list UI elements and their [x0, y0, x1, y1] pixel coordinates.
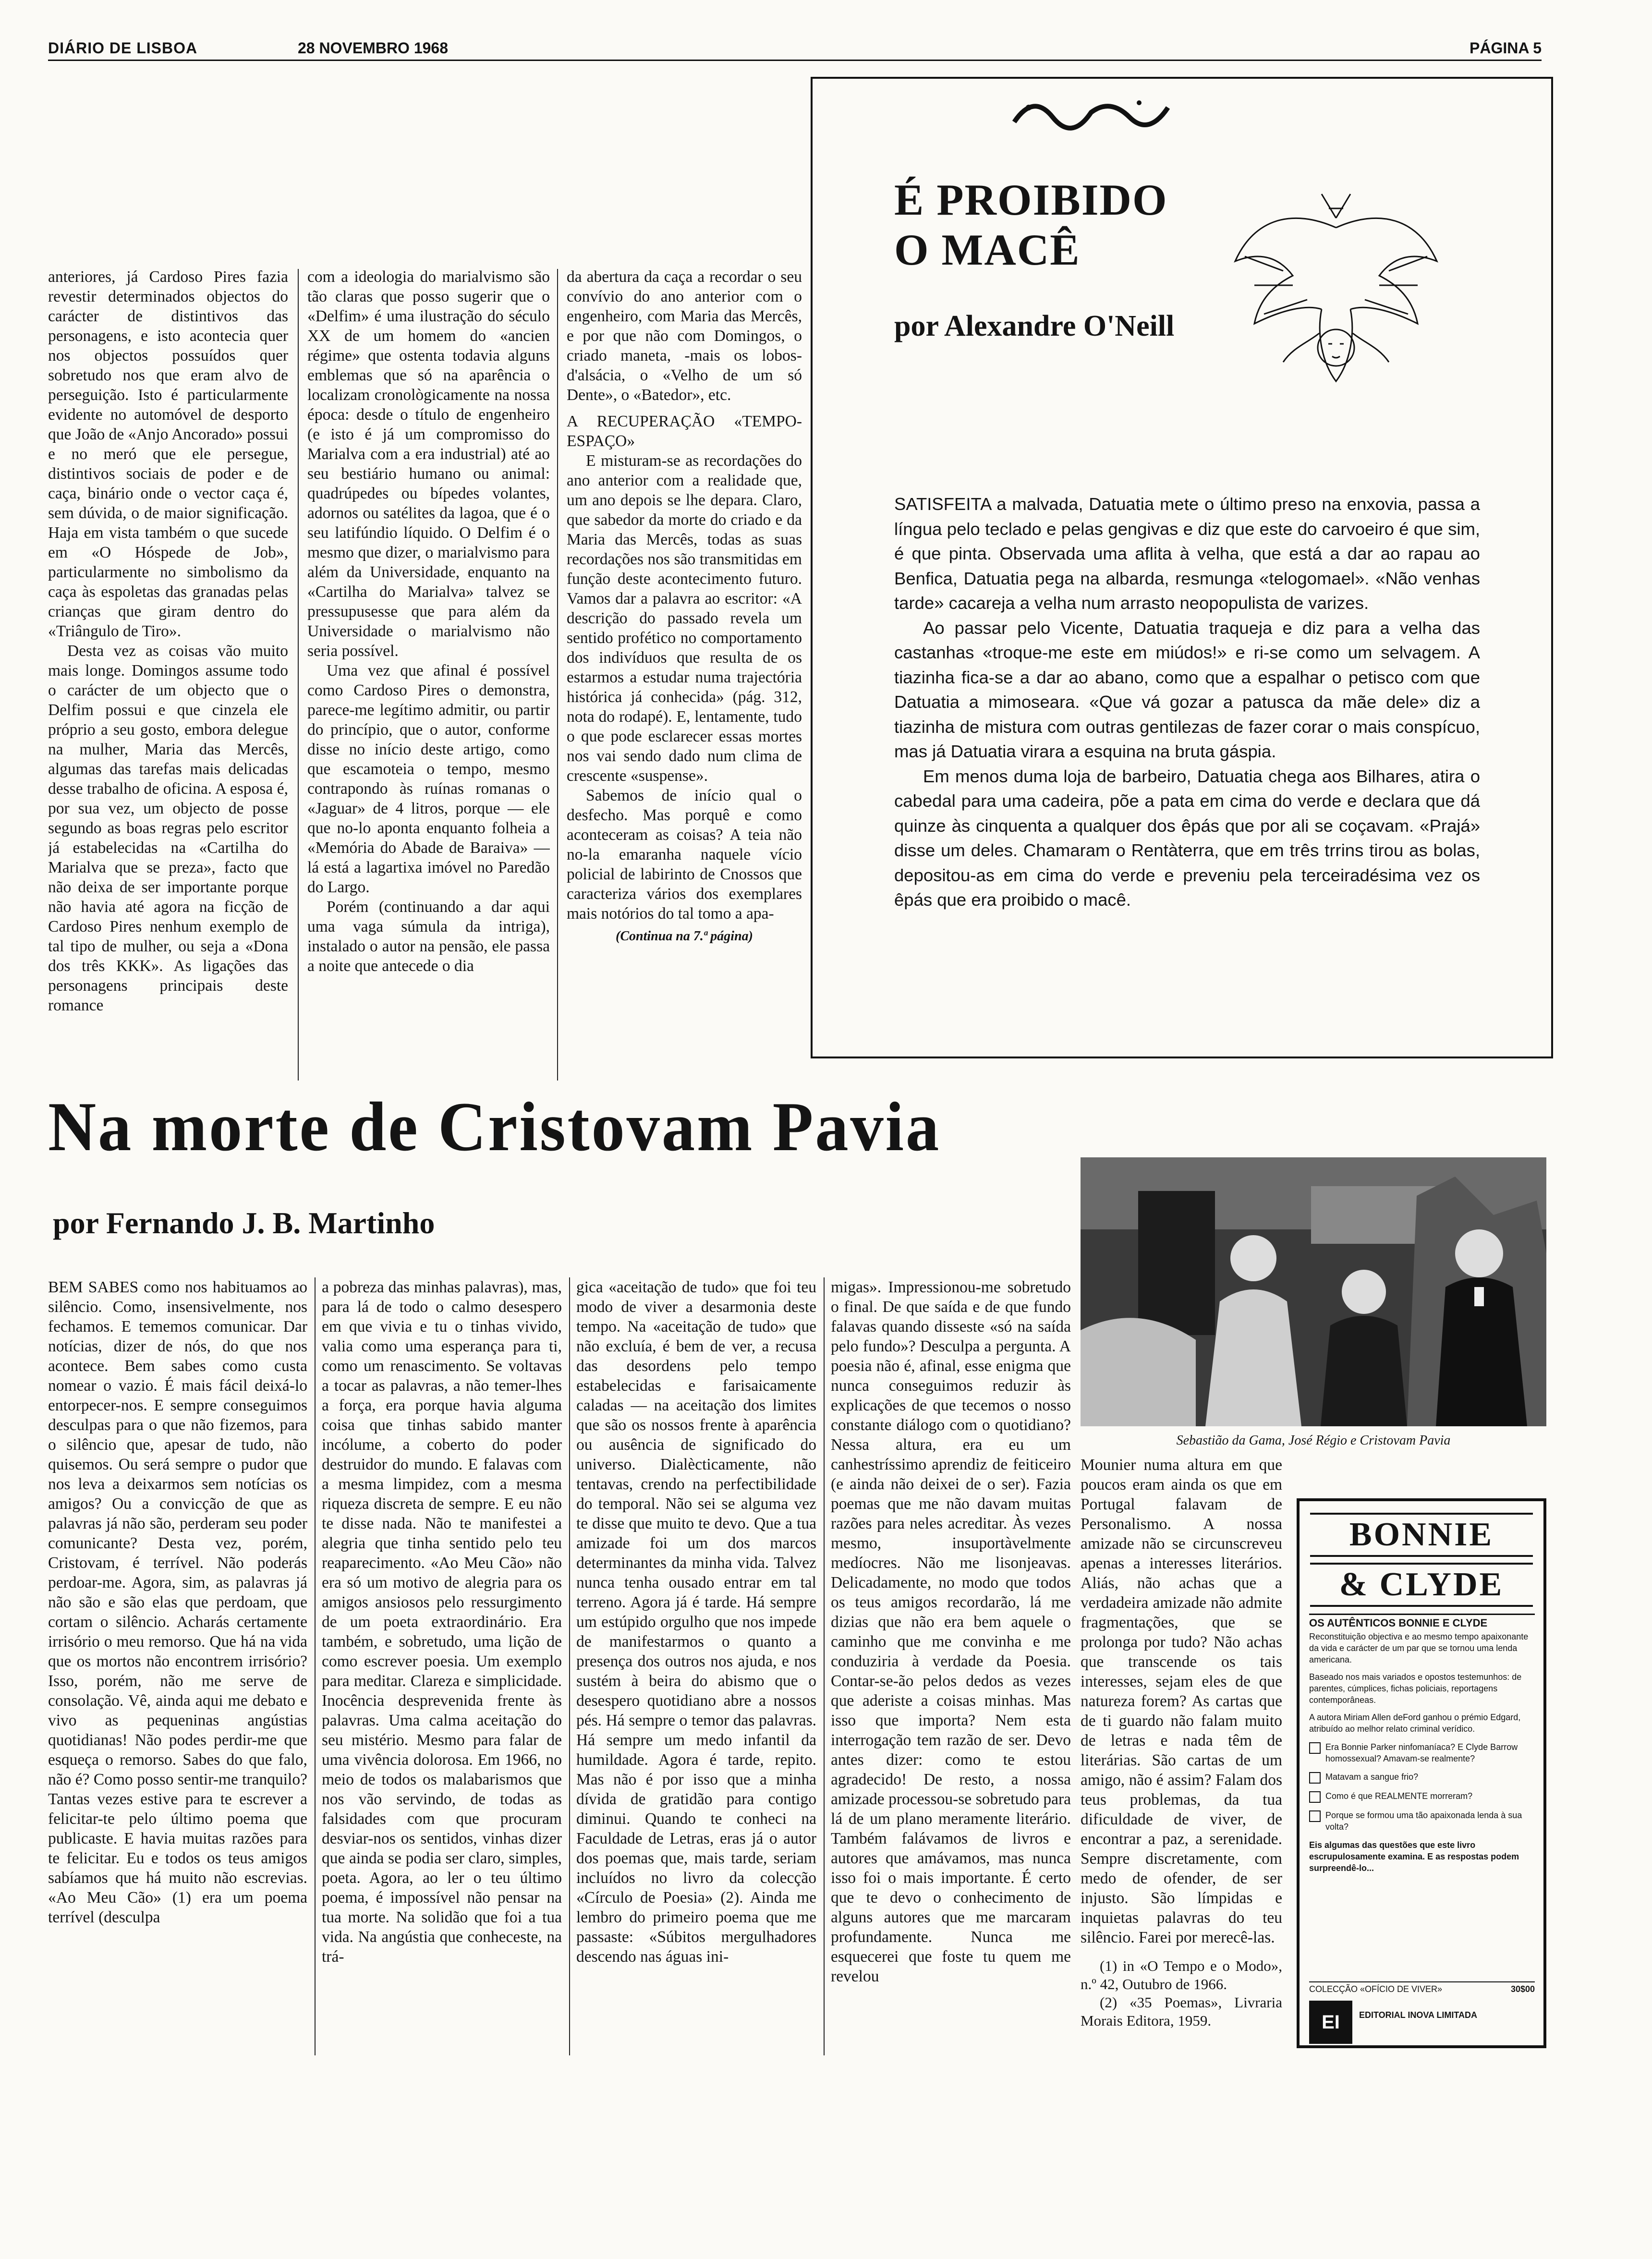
boxed-article-byline: por Alexandre O'Neill	[894, 310, 1175, 342]
advert-question: Porque se formou uma tão apaixonada lenda à sua volta?	[1309, 1810, 1535, 1833]
paragraph: Sabemos de início qual o desfecho. Mas porquê e como aconteceram as coisas? A teia não no-la emaranha naquele vício policial de labirinto de Cnossos que caracteriza vários dos exemplares mais notórios do tal tomo a apa-	[567, 787, 802, 923]
bottom-article-col5	[1081, 1455, 1282, 2060]
advert-question: Como é que REALMENTE morreram?	[1309, 1790, 1535, 1803]
top-article-col1	[48, 267, 288, 1088]
publisher-name: EDITORIAL INOVA LIMITADA	[1359, 2010, 1477, 2020]
paragraph: E misturam-se as recordações do ano anterior com a realidade que, um ano depois se lhe depara. Claro, que sabedor da morte do criado e da Maria das Mercês, todas as suas recordações nos são transmitidas em função deste acontecimento futuro. Vamos dar a palavra ao escritor: «A descrição do passado revela um sentido profético no comportamento dos indivíduos que resulta de os estarmos a estudar numa trajectória histórica já conhecida» (pág. 312, nota do rodapé). E, lentamente, tudo o que pode esclarecer essas mortes nos vai sendo dado num clima de crescente «suspense».	[567, 452, 802, 785]
issue-date: 28 NOVEMBRO 1968	[298, 39, 449, 57]
advert-heading: OS AUTÊNTICOS BONNIE E CLYDE	[1309, 1614, 1535, 1629]
newspaper-name: DIÁRIO DE LISBOA	[48, 39, 198, 57]
paragraph: Porém (continuando a dar aqui uma vaga súmula da intriga), instalado o autor na pensão, ele passa a noite que antecede o dia	[307, 898, 550, 975]
paragraph: BEM SABES como nos habituamos ao silêncio. Como, insensivelmente, nos fechamos. E tememos comunicar. Dar notícias, dizer de nós, do que nos acontece. Bem sabes como custa nomear o vazio. É mais fácil deixá-lo entorpecer-nos. E sempre conseguimos desculpas para o que não fizemos, para o silêncio que, apesar de tudo, não quisemos. Ou será sempre o pudor que nos leva a deixarmos sem notícias os amigos? Ou a convicção de que as palavras já não são, perderam seu poder comunicante? Desta vez, porém, Cristovam, é terrível. Não poderás perdoar-me. Agora, sim, as palavras já não são e são elas que perdoam, que cortam o silêncio. Acharás certamente irrisório o meu remorso. Que há na vida que os mortos não encontrem irrisório? Isso, porém, não me serve de consolação. Vê, ainda aqui me debato e vivo as pequeninas angústias quotidianas! Não podes perdir-me que esqueça o remorso. Sabes do que falo, não é? Como posso sentir-me tranquilo? Tantas vezes estive para te escrever a felicitar-te pelo último poema que publicaste. E havia muitas razões para te felicitar. Eu e todos os teus amigos sabíamos que há muito não escrevias. «Ao Meu Cão» (1) era um poema terrível (desculpa	[48, 1278, 307, 1926]
publisher	[1309, 2001, 1535, 2044]
decorative-heading-icon	[995, 88, 1187, 132]
paragraph: da abertura da caça a recordar o seu convívio do ano anterior com o engenheiro, com Maria das Mercês, e por que não com Domingos, o criado maneta, -mais os lobos-d'alsácia, o «Velho de um só Dente», o «Batedor», etc.	[567, 268, 802, 404]
paragraph: Em menos duma loja de barbeiro, Datuatia chega aos Bilhares, atira o cabedal para uma cadeira, põe a pata em cima do verde e declara que dá quinze às cinquenta a qualquer dos êpás que por ali se coçavam. «Prajá» disse um deles. Chamaram o Rentàterra, que em três trrins tirou as bolas, depositou-as em cima do verde e preveniu pela terceiradésima vez os êpás que era proibido o macê.	[894, 766, 1480, 910]
paragraph: a pobreza das minhas palavras), mas, para lá de todo o calmo desespero em que vivia e tu o tinhas vivido, valia como uma esperança para ti, como um renascimento. Se voltavas a tocar as palavras, a não temer-lhes a força, era porque havia alguma coisa que tinhas sabido manter incólume, a coberto do poder destruidor do mundo. E falavas com a mesma limpidez, com a mesma riqueza discreta de sempre. E eu não te disse nada. Não te manifestei a alegria que tinha sentido pelo teu reaparecimento. «Ao Meu Cão» não era só um motivo de alegria para os amigos ansiosos pelo ressurgimento de um poeta extraordinário. Era também, e sobretudo, uma lição de como escrever poesia. Um exemplo para meditar. Clareza e simplicidade. Inocência desprevenida frente às palavras. Uma calma aceitação do seu mistério. Mesmo para falar de uma vivência dolorosa. Em 1966, no meio de todos os malabarismos que nos vão servindo, de todas as falsidades com que procuram desviar-nos os sentidos, vinhas dizer que ainda se podia ser claro, simples, poeta. Agora, ao ler o teu último poema, é impossível não pensar na tua morte. Na solidão que foi a tua vida. Na angústia que conheceste, na trá-	[322, 1278, 562, 1966]
checkbox-icon	[1309, 1772, 1321, 1784]
advert-collection: COLECÇÃO «OFÍCIO DE VIVER» 30$00	[1309, 1981, 1535, 1994]
bottom-article-col2	[322, 1277, 562, 2060]
paragraph: Desta vez as coisas vão muito mais longe. Domingos assume todo o carácter de um objecto que o Delfim possui e que cinzela ele próprio a seu gosto, embora delegue na mulher, Maria das Mercês, algumas das tarefas mais delicadas desse trabalho de oficina. A esposa é, por sua vez, um objecto de posse segundo as boas regras pelo escritor já estabelecidas na «Cartilha do Marialva que se preza», facto que não deixa de ser importante porque não havia até agora na ficção de Cardoso Pires nenhum exemplo de tal tipo de mulher, ou seja a «Dona dos três KKK». As ligações das personagens principais deste romance	[48, 642, 288, 1014]
checkbox-icon	[1309, 1791, 1321, 1803]
footnote: (2) «35 Poemas», Livraria Morais Editora, 1959.	[1081, 1994, 1282, 2029]
photo-image	[1081, 1157, 1546, 1426]
column-divider	[569, 1277, 570, 2055]
paragraph: Ao passar pelo Vicente, Datuatia traqueja e diz para a velha das castanhas «troque-me este em miúdos!» e ri-se como um selvagem. A tiazinha fica-se a dar ao abano, como que a espalhar o petisco com que Datuatia a mimoseara. «Que vá gozar a patusca da mãe dele» diz a tiazinha de mistura com outras gentilezas de fazer corar o mais conspícuo, mas já Datuatia virara a esquina na bruta gáspia.	[894, 618, 1480, 761]
paragraph: anteriores, já Cardoso Pires fazia revestir determinados objectos do carácter de distintivos das personagens, e isto acontecia quer nos objectos possuídos quer sobretudo nos que eram alvo de perseguição. Isto é particularmente evidente no automóvel de desporto que João de «Anjo Ancorado» possui e no meró que ele persegue, distintivos sociais de poder e de caça, binário onde o vector caça é, sem dúvida, o de maior significação. Haja em vista também o que sucede em «O Hóspede de Job», particularmente no simbolismo da caça às espoletas das granadas pelas crianças que giram dentro do «Triângulo de Tiro».	[48, 268, 288, 640]
angel-illustration-icon	[1226, 189, 1446, 420]
advert-body: Reconstituição objectiva e ao mesmo tempo apaixonante da vida e carácter de um par que se tornou uma lenda americana. Baseado nos mais variados e opostos testemunhos: de parentes, cúmplices, fichas policiais, reportagens contemporâneas. A autora Miriam Allen deFord ganhou o prémio Edgard, atribuído ao melhor relato criminal verídico. Era Bonnie Parker ninfomaníaca? E Clyde Barrow homossexual? Amavam-se realmente? Matavam a sangue frio? Como é que REALMENTE morreram? Porque se formou uma tão apaixonada lenda à sua volta? Eis algumas das questões que este livro escrupulosamente examina. E as respostas podem surpreendê-lo...	[1309, 1631, 1535, 1874]
advert-logo: BONNIE & CLYDE	[1310, 1513, 1533, 1609]
bonnie-clyde-advert	[1297, 1498, 1546, 2048]
checkbox-icon	[1309, 1742, 1321, 1754]
footnotes	[1081, 1957, 1282, 2030]
column-divider	[824, 1277, 825, 2055]
boxed-article-title: É PROIBIDO O MACÊ	[894, 175, 1168, 274]
photo	[1081, 1157, 1546, 1426]
continued-note: (Continua na 7.ª página)	[616, 929, 753, 944]
paragraph: SATISFEITA a malvada, Datuatia mete o último preso na enxovia, passa a língua pelo teclado e pelas gengivas e diz que este do carvoeiro é que sim, é que pinta. Observada uma aflita à velha, que está a dar ao rapau ao Benfica, Datuatia pega na albarda, resmunga «telogomael». «Não venhas tarde» cacareja a velha num arrasto neopopulista de varizes.	[894, 494, 1480, 613]
photo-caption: Sebastião da Gama, José Régio e Cristovam Pavia	[1176, 1433, 1451, 1448]
column-divider	[298, 269, 299, 1081]
headline: Na morte de Cristovam Pavia	[48, 1088, 941, 1166]
bottom-article-byline: por Fernando J. B. Martinho	[53, 1206, 435, 1240]
paragraph: Mounier numa altura em que poucos eram ainda os que em Portugal falavam de Personalismo. A nossa amizade não se circunscreveu apenas a interesses literários. Aliás, não achas que a verdadeira amizade não admite fragmentações, que se prolonga por tudo? Não achas que transcende os tais interesses, sejam eles de que natureza forem? As cartas que de ti guardo não falam muito de letras e nada têm de literárias. São cartas de um amigo, não é assim? Falam dos teus problemas, da tua dificuldade de viver, de encontrar a paz, a serenidade. Sempre discretamente, com medo de ofender, de ser injusto. São límpidas e inquietas palavras do teu silêncio. Farei por merecê-las.	[1081, 1456, 1282, 1946]
bottom-article-col3	[576, 1277, 816, 2060]
paragraph: gica «aceitação de tudo» que foi teu modo de viver a desarmonia deste tempo. Na «aceitação de tudo» que não excluía, é bem de ver, a recusa das desordens pelo tempo estabelecidas e farisaicamente caladas — na aceitação dos limites que são os nossos frente à aparência ou ausência de significado do universo. Dialècticamente, não tentavas, crendo na perfectibilidade do temporal. Não sei se alguma vez te disse que muito te devo. Que a tua amizade foi um dos marcos determinantes da minha vida. Talvez nunca tenha ousado entrar em tal terreno. Agora já é tarde. Há sempre um estúpido orgulho que nos impede de manifestarmos o quanto a presença dos outros nos ajuda, e nos sustém à beira do abismo que o desespero quotidiano abre a nossos pés. Há sempre o temor das palavras. Há sempre um medo infantil da humildade. Agora é tarde, repito. Mas não é por isso que a minha dívida de gratidão para contigo diminui. Quando te conheci na Faculdade de Letras, eras já o autor dos poemas que, mais tarde, seriam incluídos no livro da colecção «Círculo de Poesia» (2). Ainda me lembro do primeiro poema que me passaste: «Súbitos mergulhadores descendo nas águas ini-	[576, 1278, 816, 1966]
paragraph: migas». Impressionou-me sobretudo o final. De que saída e de que fundo falavas quando disseste «só na saída pelo fundo»? Desculpa a pergunta. A poesia não é, afinal, esse enigma que nunca conseguimos reduzir às explicações de que tecemos o nosso constante diálogo com o quotidiano? Nessa altura, era eu um canhestríssimo aprendiz de feiticeiro (e ainda não deixei de o ser). Fazia poemas que me não davam muitas razões para neles acreditar. Às vezes mesmo, insuportàvelmente medíocres. Não me lisonjeavas. Delicadamente, no modo que todos os teus amigos recordarão, lá me dizias que não era bem aquele o caminho que me convinha e me conduziria à verdade da Poesia. Contar-se-ão pelos dedos as vezes que aderiste a coisas minhas. Mas isso que importa? Nem esta interrogação tem razão de ser. Devo antes dizer: como te estou agradecido! De resto, a nossa amizade processou-se sobretudo para lá de um plano meramente literário. Também falávamos de livros e autores que amávamos, mas nunca isso foi o mais importante. É certo que te devo o conhecimento de alguns autores que me marcaram profundamente. Nunca me esquecerei que foste tu quem me revelou	[831, 1278, 1071, 1985]
top-article-col2	[307, 267, 550, 1088]
bottom-article-col4	[831, 1277, 1071, 2060]
subheading: A RECUPERAÇÃO «TEMPO-ESPAÇO»	[567, 413, 802, 450]
paragraph: Uma vez que afinal é possível como Cardoso Pires o demonstra, parece-me legítimo admitir, ou partir do princípio, que o autor, conforme disse no início deste artigo, como que escamoteia o tempo, mesmo contrapondo às ruínas romanas o «Jaguar» de 4 litros, porque — ele que no-lo aponta enquanto folheia a «Memória do Abade de Baraiva» — lá está a lagartixa imóvel no Paredão do Largo.	[307, 662, 550, 896]
column-divider	[315, 1277, 316, 2055]
advert-question: Era Bonnie Parker ninfomaníaca? E Clyde Barrow homossexual? Amavam-se realmente?	[1309, 1741, 1535, 1764]
top-article-col3	[567, 267, 802, 1093]
page-header	[48, 36, 1542, 61]
footnote: (1) in «O Tempo e o Modo», n.º 42, Outubro de 1966.	[1081, 1957, 1282, 1992]
paragraph: com a ideologia do marialvismo são tão claras que posso sugerir que o «Delfim» é uma ilustração do século XX de um homem do «ancien régime» que ostenta todavia alguns emblemas que só na aparência o localizam cronològicamente na nossa época: desde o título de engenheiro (e isto é já um compromisso do Marialva com a era industrial) até ao seu bestiário humano ou animal: quadrúpedes ou bípedes volantes, adornos ou satélites da lagoa, que é o seu latifúndio líquido. O Delfim é o mesmo que dizer, o marialvismo para além da Universidade, enquanto na «Cartilha do Marialva» talvez se pressupusesse que para além da Universidade o marialvismo não seria possível.	[307, 268, 550, 660]
boxed-article	[811, 77, 1553, 1058]
boxed-article-body	[894, 492, 1480, 912]
advert-price: 30$00	[1510, 1984, 1535, 1994]
bottom-article-col1	[48, 1277, 307, 2060]
column-divider	[557, 269, 558, 1081]
page-number: PÁGINA 5	[1470, 39, 1542, 57]
advert-question: Matavam a sangue frio?	[1309, 1771, 1535, 1784]
checkbox-icon	[1309, 1810, 1321, 1822]
publisher-logo-icon: EI	[1309, 2001, 1352, 2044]
